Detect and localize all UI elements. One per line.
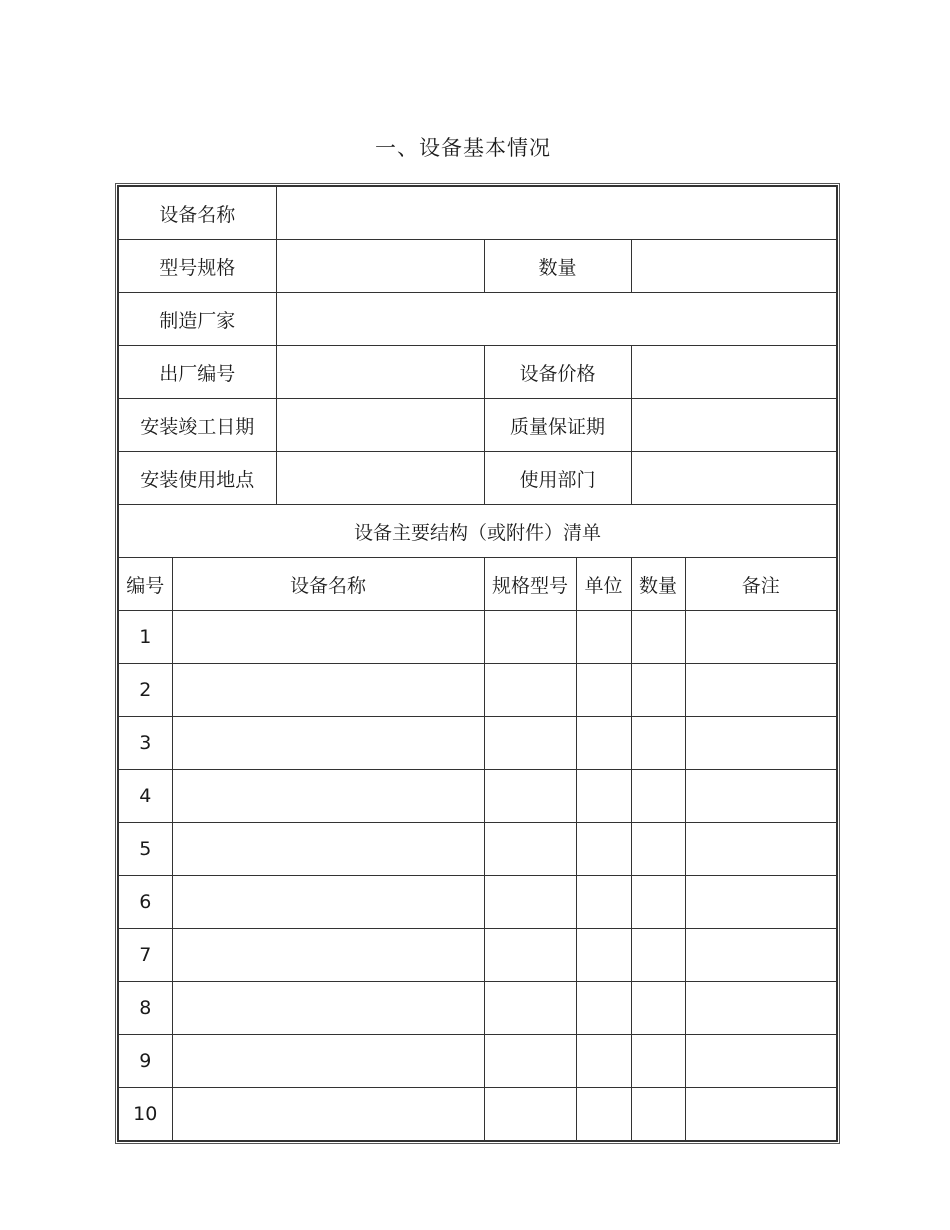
row-spec-field[interactable] bbox=[484, 717, 576, 770]
row-install-date bbox=[118, 399, 837, 452]
list-header-row bbox=[118, 558, 837, 611]
row-unit-field[interactable] bbox=[576, 1035, 631, 1088]
header-quantity: 数量 bbox=[631, 558, 685, 611]
row-remarks-field[interactable] bbox=[685, 1035, 837, 1088]
row-number-cell: 3 bbox=[118, 717, 172, 770]
row-spec-field[interactable] bbox=[484, 611, 576, 664]
row-unit-field[interactable] bbox=[576, 929, 631, 982]
header-unit: 单位 bbox=[576, 558, 631, 611]
row-quantity-field[interactable] bbox=[631, 664, 685, 717]
section-title: 设备主要结构（或附件）清单 bbox=[118, 505, 837, 558]
row-spec-field[interactable] bbox=[484, 770, 576, 823]
row-spec-field[interactable] bbox=[484, 876, 576, 929]
row-number-cell: 9 bbox=[118, 1035, 172, 1088]
device-name-label: 设备名称 bbox=[118, 186, 276, 240]
row-device-name-field[interactable] bbox=[172, 982, 484, 1035]
header-spec: 规格型号 bbox=[484, 558, 576, 611]
location-field[interactable] bbox=[276, 452, 484, 505]
row-spec-field[interactable] bbox=[484, 664, 576, 717]
install-date-label: 安装竣工日期 bbox=[118, 399, 276, 452]
serial-label: 出厂编号 bbox=[118, 346, 276, 399]
install-date-field[interactable] bbox=[276, 399, 484, 452]
table-row bbox=[118, 1088, 837, 1142]
row-spec-field[interactable] bbox=[484, 1088, 576, 1142]
row-section-title bbox=[118, 505, 837, 558]
department-field[interactable] bbox=[631, 452, 837, 505]
warranty-label: 质量保证期 bbox=[484, 399, 631, 452]
row-manufacturer bbox=[118, 293, 837, 346]
row-device-name bbox=[118, 186, 837, 240]
row-spec-field[interactable] bbox=[484, 823, 576, 876]
row-remarks-field[interactable] bbox=[685, 664, 837, 717]
row-device-name-field[interactable] bbox=[172, 823, 484, 876]
row-quantity-field[interactable] bbox=[631, 876, 685, 929]
row-remarks-field[interactable] bbox=[685, 717, 837, 770]
row-device-name-field[interactable] bbox=[172, 876, 484, 929]
manufacturer-field[interactable] bbox=[276, 293, 837, 346]
row-number-cell: 2 bbox=[118, 664, 172, 717]
row-unit-field[interactable] bbox=[576, 1088, 631, 1142]
table-row bbox=[118, 929, 837, 982]
row-device-name-field[interactable] bbox=[172, 717, 484, 770]
row-number-cell: 10 bbox=[118, 1088, 172, 1142]
row-remarks-field[interactable] bbox=[685, 611, 837, 664]
row-unit-field[interactable] bbox=[576, 664, 631, 717]
row-location bbox=[118, 452, 837, 505]
row-unit-field[interactable] bbox=[576, 611, 631, 664]
row-spec-field[interactable] bbox=[484, 982, 576, 1035]
equipment-basic-info-table bbox=[117, 185, 838, 1142]
row-number-cell: 6 bbox=[118, 876, 172, 929]
price-field[interactable] bbox=[631, 346, 837, 399]
row-serial bbox=[118, 346, 837, 399]
location-label: 安装使用地点 bbox=[118, 452, 276, 505]
table-row bbox=[118, 1035, 837, 1088]
row-remarks-field[interactable] bbox=[685, 982, 837, 1035]
row-unit-field[interactable] bbox=[576, 717, 631, 770]
quantity-label: 数量 bbox=[484, 240, 631, 293]
row-unit-field[interactable] bbox=[576, 770, 631, 823]
manufacturer-label: 制造厂家 bbox=[118, 293, 276, 346]
row-remarks-field[interactable] bbox=[685, 876, 837, 929]
row-model bbox=[118, 240, 837, 293]
model-field[interactable] bbox=[276, 240, 484, 293]
table-row bbox=[118, 770, 837, 823]
table-row bbox=[118, 717, 837, 770]
row-device-name-field[interactable] bbox=[172, 1088, 484, 1142]
row-remarks-field[interactable] bbox=[685, 770, 837, 823]
row-quantity-field[interactable] bbox=[631, 1088, 685, 1142]
row-quantity-field[interactable] bbox=[631, 611, 685, 664]
row-remarks-field[interactable] bbox=[685, 929, 837, 982]
row-quantity-field[interactable] bbox=[631, 717, 685, 770]
row-remarks-field[interactable] bbox=[685, 823, 837, 876]
row-quantity-field[interactable] bbox=[631, 823, 685, 876]
row-unit-field[interactable] bbox=[576, 876, 631, 929]
page-title: 一、设备基本情况 bbox=[375, 136, 551, 160]
list-body bbox=[118, 611, 837, 1142]
row-unit-field[interactable] bbox=[576, 982, 631, 1035]
row-number-cell: 7 bbox=[118, 929, 172, 982]
row-device-name-field[interactable] bbox=[172, 664, 484, 717]
row-number-cell: 4 bbox=[118, 770, 172, 823]
model-label: 型号规格 bbox=[118, 240, 276, 293]
table-row bbox=[118, 664, 837, 717]
row-spec-field[interactable] bbox=[484, 1035, 576, 1088]
row-unit-field[interactable] bbox=[576, 823, 631, 876]
row-number-cell: 8 bbox=[118, 982, 172, 1035]
price-label: 设备价格 bbox=[484, 346, 631, 399]
row-device-name-field[interactable] bbox=[172, 1035, 484, 1088]
department-label: 使用部门 bbox=[484, 452, 631, 505]
header-remarks: 备注 bbox=[685, 558, 837, 611]
row-device-name-field[interactable] bbox=[172, 929, 484, 982]
row-remarks-field[interactable] bbox=[685, 1088, 837, 1142]
row-quantity-field[interactable] bbox=[631, 929, 685, 982]
row-number-cell: 1 bbox=[118, 611, 172, 664]
table-row bbox=[118, 876, 837, 929]
row-quantity-field[interactable] bbox=[631, 770, 685, 823]
header-number: 编号 bbox=[118, 558, 172, 611]
serial-field[interactable] bbox=[276, 346, 484, 399]
row-quantity-field[interactable] bbox=[631, 1035, 685, 1088]
row-device-name-field[interactable] bbox=[172, 611, 484, 664]
table-row bbox=[118, 823, 837, 876]
table-row bbox=[118, 982, 837, 1035]
row-quantity-field[interactable] bbox=[631, 982, 685, 1035]
table-row bbox=[118, 611, 837, 664]
warranty-field[interactable] bbox=[631, 399, 837, 452]
header-device-name: 设备名称 bbox=[172, 558, 484, 611]
row-device-name-field[interactable] bbox=[172, 770, 484, 823]
row-spec-field[interactable] bbox=[484, 929, 576, 982]
device-name-field[interactable] bbox=[276, 186, 837, 240]
row-number-cell: 5 bbox=[118, 823, 172, 876]
quantity-field[interactable] bbox=[631, 240, 837, 293]
